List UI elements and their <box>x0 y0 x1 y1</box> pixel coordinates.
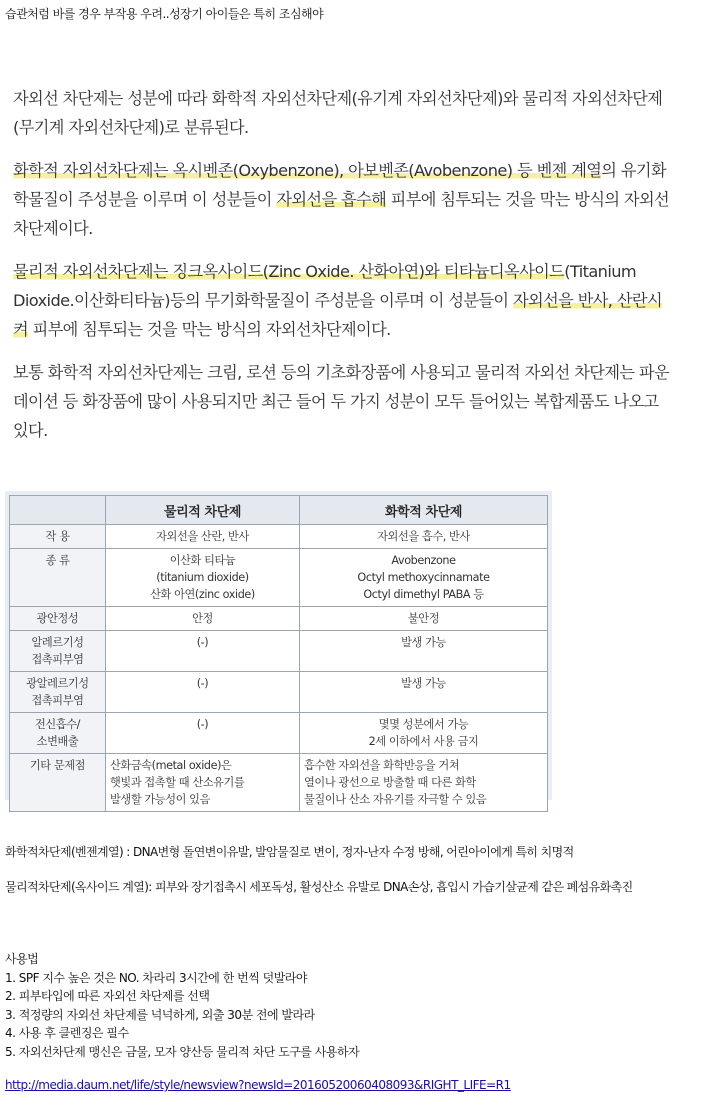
usage-item: 1. SPF 지수 높은 것은 NO. 차라리 3시간에 한 번씩 덧발라야 <box>5 970 307 985</box>
usage-section <box>5 950 359 1061</box>
table-cell-line: Octyl methoxycinnamate <box>357 571 490 584</box>
table-cell-line: 광알레르기성 <box>26 677 89 690</box>
table-cell-line: 기타 문제점 <box>29 759 86 772</box>
table-cell-line: 접촉피부염 <box>31 694 84 707</box>
usage-title: 사용법 <box>5 952 39 966</box>
table-cell-line: 흡수한 자외선을 화학반응을 거쳐 <box>304 759 460 772</box>
table-row <box>10 631 548 672</box>
paragraph-physical <box>13 257 673 344</box>
table-cell-physical <box>106 549 300 607</box>
table-cell-line: 자외선을 산란, 반사 <box>156 530 249 543</box>
highlight-physical-definition: 물리적 자외선차단제는 징크옥사이드(Zinc Oxide. 산화아연)와 티타늄디옥사이드 <box>13 262 565 281</box>
table-cell-line: 열이나 광선으로 방출할 때 다른 화학 <box>304 776 476 789</box>
table-cell-line: 불안정 <box>407 612 440 625</box>
table-cell-physical <box>106 713 300 754</box>
table-header-physical: 물리적 차단제 <box>106 496 300 525</box>
comparison-table-image <box>5 491 552 806</box>
table-row <box>10 754 548 812</box>
table-cell-line: 햇빛과 접촉할 때 산소유기를 <box>110 776 245 789</box>
table-cell-line: 알레르기성 <box>31 636 84 649</box>
table-cell-line: 안정 <box>192 612 213 625</box>
table-cell-line: 물질이나 산소 자유기를 자극할 수 있음 <box>304 793 487 806</box>
table-cell-line: (-) <box>196 718 209 731</box>
table-cell-line: 이산화 티타늄 <box>169 554 236 567</box>
table-row-label <box>10 713 106 754</box>
article-body <box>13 84 673 459</box>
table-header-row <box>10 496 548 525</box>
table-cell-physical <box>106 754 300 812</box>
table-cell-line: 발생 가능 <box>401 677 446 690</box>
table-cell-chemical <box>300 713 548 754</box>
table-cell-line: Avobenzone <box>391 554 456 567</box>
table-row-label <box>10 607 106 631</box>
caption-chemical-risks: 화학적차단제(벤젠계열) : DNA변형 돌연변이유발, 발암물질로 변이, 정자-난자 수정 방해, 어린아이에게 특히 치명적 <box>5 845 574 859</box>
usage-item: 5. 자외선차단제 맹신은 금물, 모자 양산등 물리적 차단 도구를 사용하자 <box>5 1044 360 1059</box>
source-link[interactable]: http://media.daum.net/life/style/newsview?newsId=20160520060408093&RIGHT_LIFE=R1 <box>5 1078 511 1092</box>
table-cell-line: 전신흡수/ <box>35 718 80 731</box>
table-row <box>10 607 548 631</box>
table-cell-line: 몇몇 성분에서 가능 <box>378 718 469 731</box>
article-subtitle: 습관처럼 바를 경우 부작용 우려..성장기 아이들은 특히 조심해야 <box>5 7 324 21</box>
paragraph-physical-text: (Titanium Dioxide.이산화티타늄)등의 무기화학물질이 주성분을 이루며 이 성분들이 <box>13 262 637 310</box>
table-row <box>10 672 548 713</box>
caption-physical-risks: 물리적차단제(옥사이드 계열): 피부와 장기접촉시 세포독성, 활성산소 유발로 DNA손상, 흡입시 가습기살균제 같은 폐섬유화촉진 <box>5 880 633 894</box>
table-cell-physical <box>106 631 300 672</box>
usage-item: 4. 사용 후 클렌징은 필수 <box>5 1026 129 1040</box>
table-cell-line: Octyl dimethyl PABA 등 <box>363 588 484 601</box>
table-cell-line: 자외선을 흡수, 반사 <box>377 530 470 543</box>
highlight-chemical-definition: 화학적 자외선차단제는 옥시벤존(Oxybenzone), 아보벤존(Avobenzone) 등 벤젠 계열 <box>13 161 602 180</box>
paragraph-chemical-text: 의 유기화학물질이 주성분을 이루며 이 성분들이 <box>13 161 666 209</box>
table-row <box>10 713 548 754</box>
table-cell-chemical <box>300 549 548 607</box>
table-cell-line: 접촉피부염 <box>31 653 84 666</box>
table-row-label <box>10 672 106 713</box>
table-cell-line: (-) <box>196 636 209 649</box>
table-cell-chemical <box>300 631 548 672</box>
comparison-table <box>9 495 548 812</box>
table-row <box>10 525 548 549</box>
paragraph-physical-end: 피부에 침투되는 것을 막는 방식의 자외선차단제이다. <box>28 320 391 339</box>
table-header-empty <box>10 496 106 525</box>
table-row-label <box>10 754 106 812</box>
paragraph-classification: 자외선 차단제는 성분에 따라 화학적 자외선차단제(유기계 자외선차단제)와 물리적 자외선차단제 (무기계 자외선차단제)로 분류된다. <box>13 89 663 137</box>
table-cell-chemical <box>300 607 548 631</box>
table-cell-chemical <box>300 672 548 713</box>
usage-item: 3. 적정량의 자외선 차단제를 넉넉하게, 외출 30분 전에 발라라 <box>5 1007 315 1022</box>
paragraph-chemical <box>13 156 673 243</box>
table-row-label <box>10 549 106 607</box>
table-row-label <box>10 631 106 672</box>
table-cell-line: 소변배출 <box>36 735 79 748</box>
table-cell-line: 광안정성 <box>36 612 79 625</box>
table-body <box>10 525 548 812</box>
table-cell-chemical <box>300 754 548 812</box>
table-cell-line: (-) <box>196 677 209 690</box>
table-cell-line: 종 류 <box>45 554 70 567</box>
table-row-label <box>10 525 106 549</box>
table-cell-line: 산화금속(metal oxide)은 <box>110 759 232 772</box>
table-cell-line: 발생할 가능성이 있음 <box>110 793 210 806</box>
table-cell-physical <box>106 672 300 713</box>
table-row <box>10 549 548 607</box>
usage-item: 2. 피부타입에 따른 자외선 차단제를 선택 <box>5 989 210 1003</box>
table-cell-line: 산화 아연(zinc oxide) <box>150 588 255 601</box>
highlight-reflect: 자외선을 반사, 산란시켜 <box>13 291 662 339</box>
paragraph-chemical-end: 피부에 침투되는 것을 막는 방식의 자외선차단제이다. <box>13 190 670 238</box>
table-cell-line: (titanium dioxide) <box>156 571 249 584</box>
table-cell-line: 2세 이하에서 사용 금지 <box>368 735 479 748</box>
table-cell-physical <box>106 525 300 549</box>
table-cell-line: 발생 가능 <box>401 636 446 649</box>
table-cell-line: 작 용 <box>45 530 70 543</box>
table-header-chemical: 화학적 차단제 <box>300 496 548 525</box>
table-cell-chemical <box>300 525 548 549</box>
table-cell-physical <box>106 607 300 631</box>
highlight-absorb: 자외선을 흡수해 <box>276 190 387 209</box>
paragraph-usage-context: 보통 화학적 자외선차단제는 크림, 로션 등의 기초화장품에 사용되고 물리적 자외선 차단제는 파운데이션 등 화장품에 많이 사용되지만 최근 들어 두 가지 성분이 모두 들어있는 복합제품도 나오고 있다. <box>13 363 670 440</box>
